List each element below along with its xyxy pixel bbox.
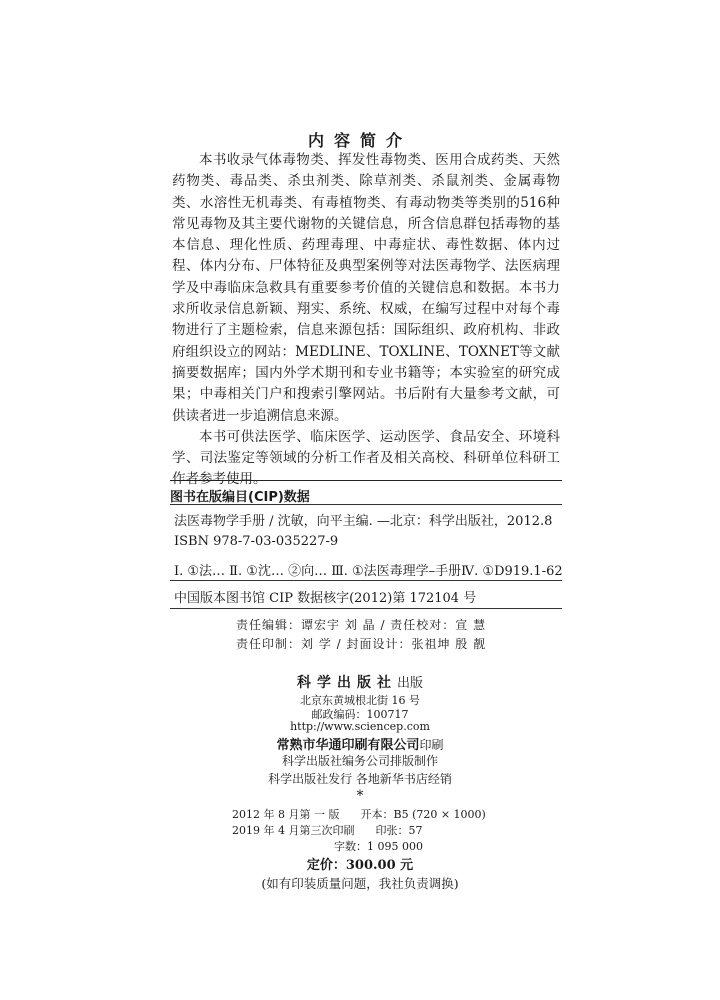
cip-core-line: 中国版本图书馆 CIP 数据核字(2012)第 172104 号 (174, 591, 477, 606)
printing: 2019 年 4 月第三次印刷 (232, 824, 355, 837)
publisher-suffix: 出版 (396, 676, 423, 691)
book-format: 开本：B5 (720 × 1000) (360, 808, 486, 821)
credits-editor-line: 责任编辑：谭宏宇 刘 晶 / 责任校对：宣 慧 (236, 618, 487, 632)
publisher-address: 北京东黄城根北街 16 号 (300, 694, 420, 707)
publisher-url: http://www.sciencep.com (290, 720, 430, 733)
price-value: 300.00 元 (345, 858, 414, 873)
credits-print-line: 责任印制：刘 学 / 封面设计：张祖坤 殷 靓 (236, 637, 487, 651)
cip-divider (170, 580, 562, 581)
cip-isbn-line: ISBN 978-7-03-035227-9 (174, 534, 339, 549)
publisher-line (0, 672, 720, 692)
summary-title: 内容简介 (307, 131, 412, 150)
first-edition-line (232, 806, 486, 822)
publisher-name: 科学出版社 (296, 675, 397, 691)
cip-divider (170, 608, 562, 609)
summary-paragraph-1: 本书收录气体毒物类、挥发性毒物类、医用合成药类、天然药物类、毒品类、杀虫剂类、除草剂类、杀鼠剂类、金属毒物类、水溶性无机毒类、有毒植物类、有毒动物类等类别的516种常见毒物及其主要代谢物的关键信息，所含信息群包括毒物的基本信息、理化性质、药理毒理、中毒症状、毒性数据、体内过程、体内分布、尸体特征及典型案例等对法医毒物学、法医病理学及中毒临床急救具有重要参考价值的关键信息和数据。本书力求所收录信息新颖、翔实、系统、权威，在编写过程中对每个毒物进行了主题检索，信息来源包括：国际组织、政府机构、非政府组织设立的网站：MEDLINE、TOXLINE、TOXNET等文献摘要数据库；国内外学术期刊和专业书籍等；本实验室的研究成果；中毒相关门户和搜索引擎网站。书后附有大量参考文献，可供读者进一步追溯信息来源。 (172, 152, 560, 424)
first-edition: 2012 年 8 月第 一 版 (232, 808, 340, 821)
quality-note: (如有印装质量问题，我社负责调换) (261, 876, 459, 891)
cip-classification-line: Ⅰ. ①法… Ⅱ. ①沈… ②向… Ⅲ. ①法医毒理学–手册Ⅳ. ①D919.1-62 (174, 564, 563, 579)
price-line (0, 854, 720, 873)
cip-divider (170, 504, 562, 505)
printed-sheets: 印张：57 (375, 824, 423, 837)
printer-line (0, 734, 720, 753)
publisher-postcode: 邮政编码：100717 (311, 708, 409, 721)
word-count: 字数：1 095 000 (334, 840, 423, 853)
printing-line (232, 822, 422, 838)
typesetting-line: 科学出版社编务公司排版制作 (281, 754, 438, 768)
cip-book-line: 法医毒物学手册 / 沈敏，向平主编. —北京：科学出版社，2012.8 (174, 514, 553, 529)
summary-body (172, 150, 560, 491)
distribution-line: 科学出版社发行 各地新华书店经销 (268, 772, 452, 786)
summary-paragraph-2: 本书可供法医学、临床医学、运动医学、食品安全、环境科学、司法鉴定等领域的分析工作者及相关高校、科研单位科研工作者参考使用。 (172, 428, 560, 488)
printer-suffix: 印刷 (419, 738, 444, 752)
price-label: 定价： (306, 858, 346, 873)
separator-star: * (356, 788, 364, 804)
cip-header: 图书在版编目(CIP)数据 (170, 480, 562, 505)
printer-name: 常熟市华通印刷有限公司 (276, 738, 420, 753)
